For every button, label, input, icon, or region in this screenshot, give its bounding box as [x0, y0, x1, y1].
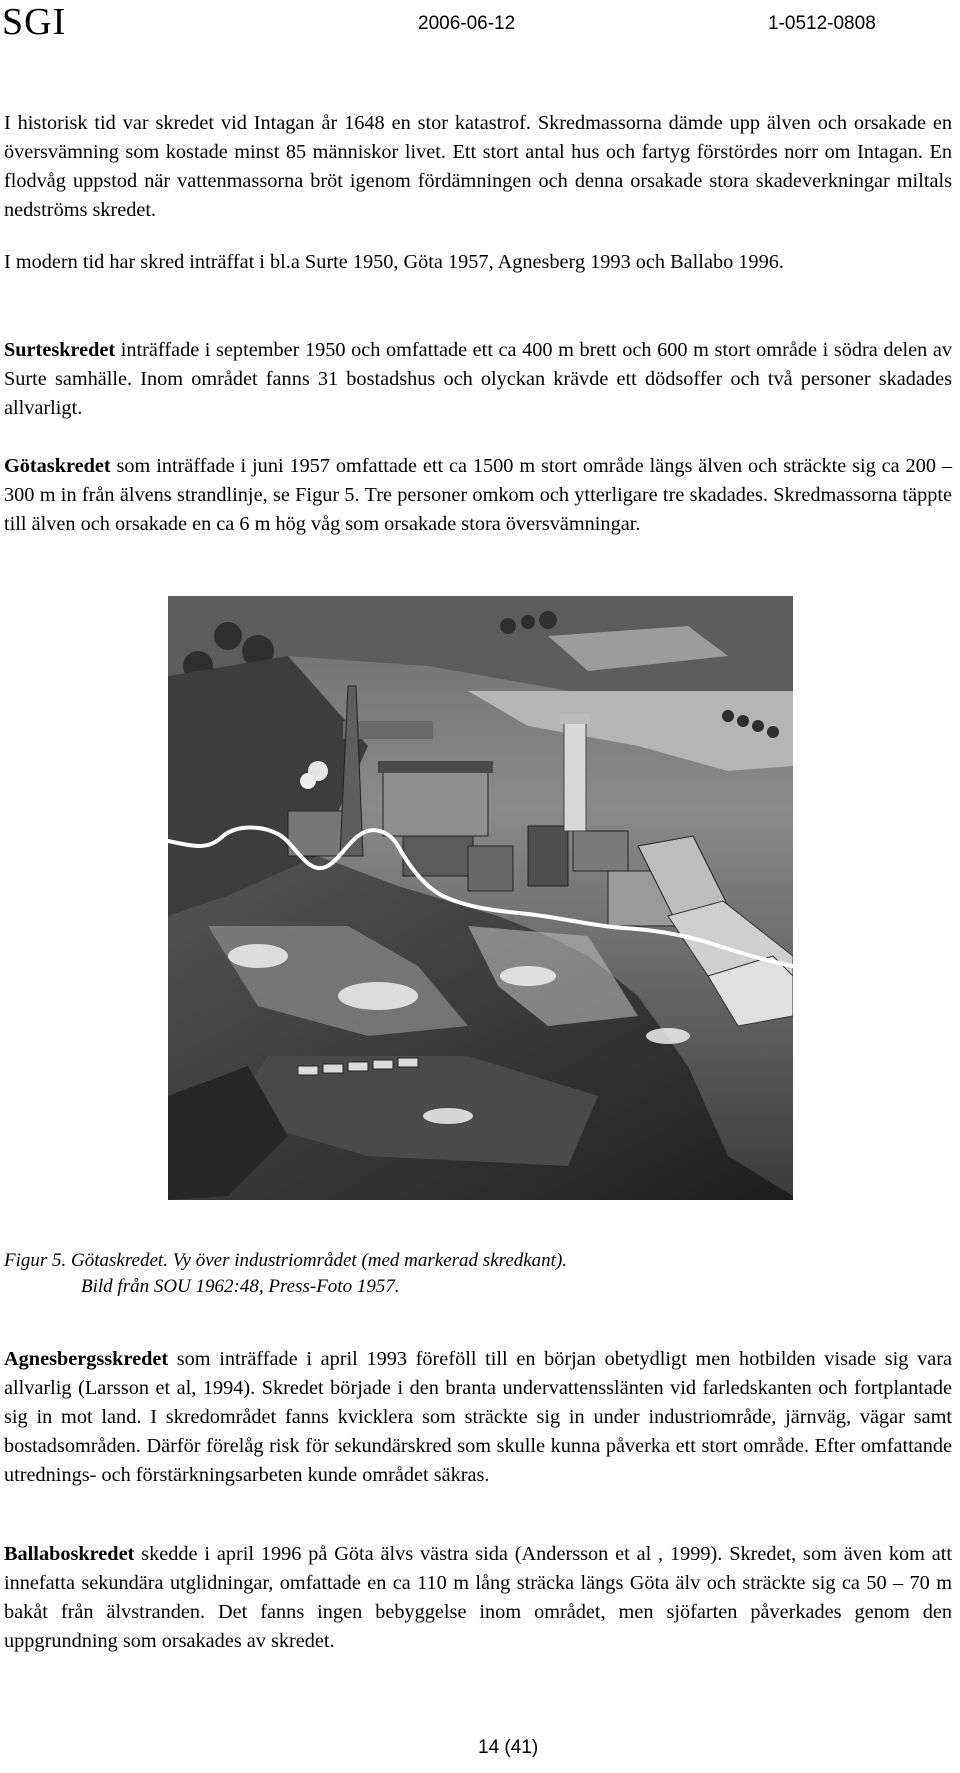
ballabo-heading: Ballaboskredet [4, 1543, 135, 1565]
agnesberg-text: som inträffade i april 1993 föreföll till en början obetydligt men hotbilden visade sig vara allvarlig (Larsson et al, 1994). Skredet började i den branta undervattensslänten vid farledskanten och fortplantade sig in mot land. I skredområdet fanns kvicklera som sträckte sig in under industriområde, järnväg, vägar samt bostadsområden. Därför förelåg risk för sekundärskred som skulle kunna påverka ett stort område. Efter omfattande utrednings- och förstärkningsarbeten kunde området säkras. [4, 1348, 952, 1486]
header-org-logo: SGI [2, 1, 67, 43]
surte-heading: Surteskredet [4, 339, 116, 361]
header-date: 2006-06-12 [418, 13, 516, 34]
paragraph-agnesberg [4, 1345, 952, 1490]
paragraph-intagan: I historisk tid var skredet vid Intagan år 1648 en stor katastrof. Skredmassorna dämde upp älven och orsakade en översvämning som kostade minst 85 människor livet. Ett stort antal hus och fartyg förstördes norr om Intagan. En flodvåg uppstod när vattenmassorna bröt igenom fördämningen och denna orsakade stora skadeverkningar miltals nedströms skredet. [4, 112, 952, 221]
gota-heading: Götaskredet [4, 455, 111, 477]
ballabo-text: skedde i april 1996 på Göta älvs västra sida (Andersson et al , 1999). Skredet, som även kom att innefatta sekundära utglidningar, omfattade en ca 110 m lång sträcka längs Göta älv och sträckte sig ca 50 – 70 m bakåt från älvstranden. Det fanns ingen bebyggelse inom området, men sjöfarten påverkades genom den uppgrundning som orsakades av skredet. [4, 1543, 952, 1652]
paragraph-ballabo [4, 1540, 952, 1656]
agnesberg-heading: Agnesbergsskredet [4, 1348, 169, 1370]
figure-caption-line2: Bild från SOU 1962:48, Press-Foto 1957. [81, 1276, 400, 1297]
header-doc-number: 1-0512-0808 [768, 13, 876, 34]
aerial-photo-gotaskredet [168, 596, 793, 1200]
page-number: 14 (41) [478, 1737, 539, 1758]
paragraph-gota [4, 452, 952, 539]
figure-caption-line1: Figur 5. Götaskredet. Vy över industriområdet (med markerad skredkant). [4, 1250, 568, 1271]
surte-text: inträffade i september 1950 och omfattade ett ca 400 m brett och 600 m stort område i södra delen av Surte samhälle. Inom området fanns 31 bostadshus och olyckan krävde ett dödsoffer och två personer skadades allvarligt. [4, 339, 952, 419]
gota-text: som inträffade i juni 1957 omfattade ett ca 1500 m stort område längs älven och sträckte sig ca 200 – 300 m in från älvens strandlinje, se Figur 5. Tre personer omkom och ytterligare tre skadades. Skredmassorna täppte till älven och orsakade en ca 6 m hög våg som orsakade stora översvämningar. [4, 455, 952, 535]
figure-caption [4, 1248, 567, 1300]
aerial-photo-illustration [168, 596, 793, 1200]
paragraph-surte [4, 336, 952, 423]
paragraph-modern-slides: I modern tid har skred inträffat i bl.a Surte 1950, Göta 1957, Agnesberg 1993 och Ballabo 1996. [4, 251, 784, 273]
